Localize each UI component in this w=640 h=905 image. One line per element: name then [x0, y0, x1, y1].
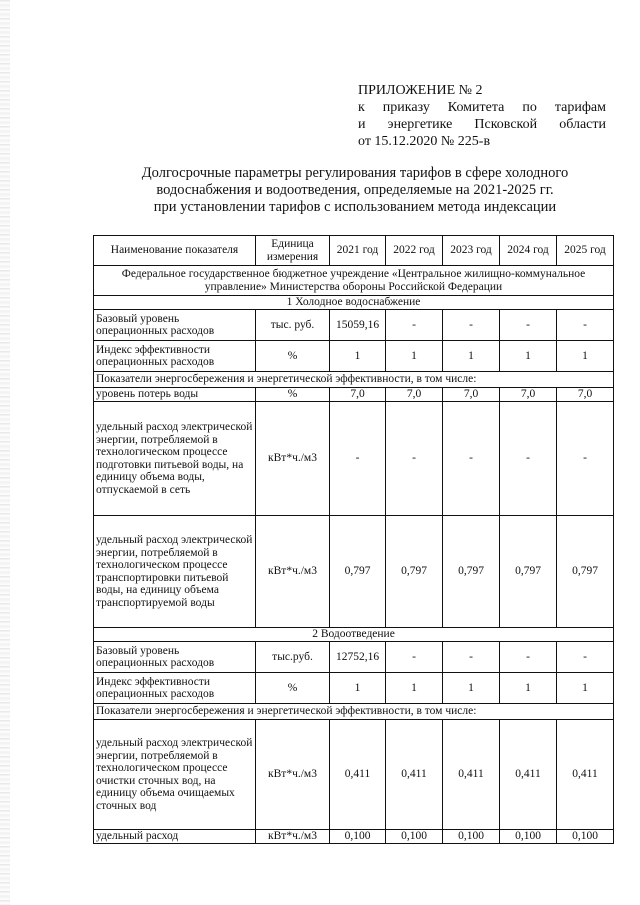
header-unit: Единица измерения [256, 236, 330, 266]
organization-row [94, 266, 614, 296]
indicator-value: - [500, 310, 557, 341]
table-row [94, 673, 614, 704]
indicator-name: Индекс эффективности операционных расходов [94, 673, 256, 704]
indicator-value: 1 [500, 673, 557, 704]
indicator-value: 7,0 [500, 388, 557, 402]
table-row [94, 642, 614, 673]
indicator-value: - [443, 310, 500, 341]
section-title-row [94, 296, 614, 310]
indicator-value: 1 [443, 341, 500, 372]
indicator-value: - [557, 402, 614, 516]
energy-header-row [94, 372, 614, 388]
title-line-1: Долгосрочные параметры регулирования тарифов в сфере холодного [141, 165, 569, 181]
indicator-name: удельный расход электрической энергии, потребляемой в технологическом процессе подготовки питьевой воды, на единицу объема воды, отпускаемой в сеть [94, 402, 256, 516]
indicator-value: 1 [386, 341, 443, 372]
table-row [94, 516, 614, 628]
header-row [94, 236, 614, 266]
table-row [94, 402, 614, 516]
indicator-value: 15059,16 [330, 310, 386, 341]
indicator-unit: % [256, 388, 330, 402]
appendix-order-ref: к приказу Комитета по тарифам [358, 100, 606, 115]
indicator-value: 0,100 [443, 830, 500, 844]
indicator-value: 0,100 [386, 830, 443, 844]
indicator-value: - [557, 642, 614, 673]
section-title: 2 Водоотведение [94, 628, 614, 642]
indicator-unit: кВт*ч./м3 [256, 516, 330, 628]
header-year: 2023 год [443, 236, 500, 266]
indicator-value: - [500, 402, 557, 516]
indicator-unit: кВт*ч./м3 [256, 402, 330, 516]
indicator-value: 0,797 [330, 516, 386, 628]
indicator-value: - [330, 402, 386, 516]
indicator-value: 1 [330, 673, 386, 704]
energy-header-row [94, 704, 614, 720]
scan-edge [0, 0, 10, 905]
document-title [120, 165, 590, 216]
title-line-3: при установлении тарифов с использованием метода индексации [153, 199, 557, 215]
indicator-value: - [443, 642, 500, 673]
indicator-value: 1 [386, 673, 443, 704]
indicator-name: удельный расход электрической энергии, потребляемой в технологическом процессе транспортировки питьевой воды, на единицу объема транспортируемой воды [94, 516, 256, 628]
indicator-unit: % [256, 673, 330, 704]
table-row [94, 310, 614, 341]
parameters-table [93, 235, 614, 844]
indicator-value: - [443, 402, 500, 516]
appendix-block [358, 82, 606, 150]
appendix-date: от 15.12.2020 № 225-в [358, 134, 491, 149]
indicator-value: 1 [330, 341, 386, 372]
indicator-value: 0,411 [443, 720, 500, 830]
indicator-value: 0,100 [557, 830, 614, 844]
indicator-name: удельный расход [94, 830, 256, 844]
indicator-value: 0,411 [557, 720, 614, 830]
energy-header: Показатели энергосбережения и энергетической эффективности, в том числе: [94, 372, 614, 388]
indicator-value: - [386, 642, 443, 673]
table-row [94, 388, 614, 402]
indicator-unit: % [256, 341, 330, 372]
header-year: 2024 год [500, 236, 557, 266]
indicator-name: Базовый уровень операционных расходов [94, 310, 256, 341]
indicator-name: уровень потерь воды [94, 388, 256, 402]
indicator-value: 1 [557, 673, 614, 704]
indicator-value: 0,100 [500, 830, 557, 844]
header-year: 2022 год [386, 236, 443, 266]
indicator-unit: кВт*ч./м3 [256, 720, 330, 830]
indicator-unit: тыс.руб. [256, 642, 330, 673]
indicator-value: - [500, 642, 557, 673]
indicator-value: 1 [557, 341, 614, 372]
indicator-value: - [557, 310, 614, 341]
indicator-value: 0,797 [500, 516, 557, 628]
indicator-value: - [386, 310, 443, 341]
table-row [94, 341, 614, 372]
indicator-value: 0,411 [386, 720, 443, 830]
table-row [94, 830, 614, 844]
section-title-row [94, 628, 614, 642]
header-year: 2021 год [330, 236, 386, 266]
title-line-2: водоснабжения и водоотведения, определяемые на 2021-2025 гг. [156, 182, 554, 198]
indicator-value: 0,100 [330, 830, 386, 844]
indicator-unit: кВт*ч./м3 [256, 830, 330, 844]
indicator-unit: тыс. руб. [256, 310, 330, 341]
section-title: 1 Холодное водоснабжение [94, 296, 614, 310]
indicator-value: - [386, 402, 443, 516]
indicator-value: 0,411 [500, 720, 557, 830]
organization-name: Федеральное государственное бюджетное учреждение «Центральное жилищно-коммунальное управление» Министерства обороны Российской Федерации [94, 266, 614, 296]
appendix-title: ПРИЛОЖЕНИЕ № 2 [358, 83, 483, 98]
indicator-value: 7,0 [557, 388, 614, 402]
indicator-value: 1 [500, 341, 557, 372]
indicator-value: 0,797 [557, 516, 614, 628]
indicator-value: 1 [443, 673, 500, 704]
indicator-value: 12752,16 [330, 642, 386, 673]
energy-header: Показатели энергосбережения и энергетической эффективности, в том числе: [94, 704, 614, 720]
header-year: 2025 год [557, 236, 614, 266]
indicator-name: Индекс эффективности операционных расходов [94, 341, 256, 372]
table-body [94, 236, 614, 844]
indicator-name: удельный расход электрической энергии, потребляемой в технологическом процессе очистки сточных вод, на единицу объема очищаемых сточных вод [94, 720, 256, 830]
indicator-value: 0,411 [330, 720, 386, 830]
appendix-committee: и энергетике Псковской области [358, 117, 606, 132]
indicator-value: 0,797 [386, 516, 443, 628]
indicator-value: 0,797 [443, 516, 500, 628]
header-name: Наименование показателя [94, 236, 256, 266]
indicator-value: 7,0 [443, 388, 500, 402]
table-row [94, 720, 614, 830]
indicator-value: 7,0 [386, 388, 443, 402]
indicator-value: 7,0 [330, 388, 386, 402]
indicator-name: Базовый уровень операционных расходов [94, 642, 256, 673]
